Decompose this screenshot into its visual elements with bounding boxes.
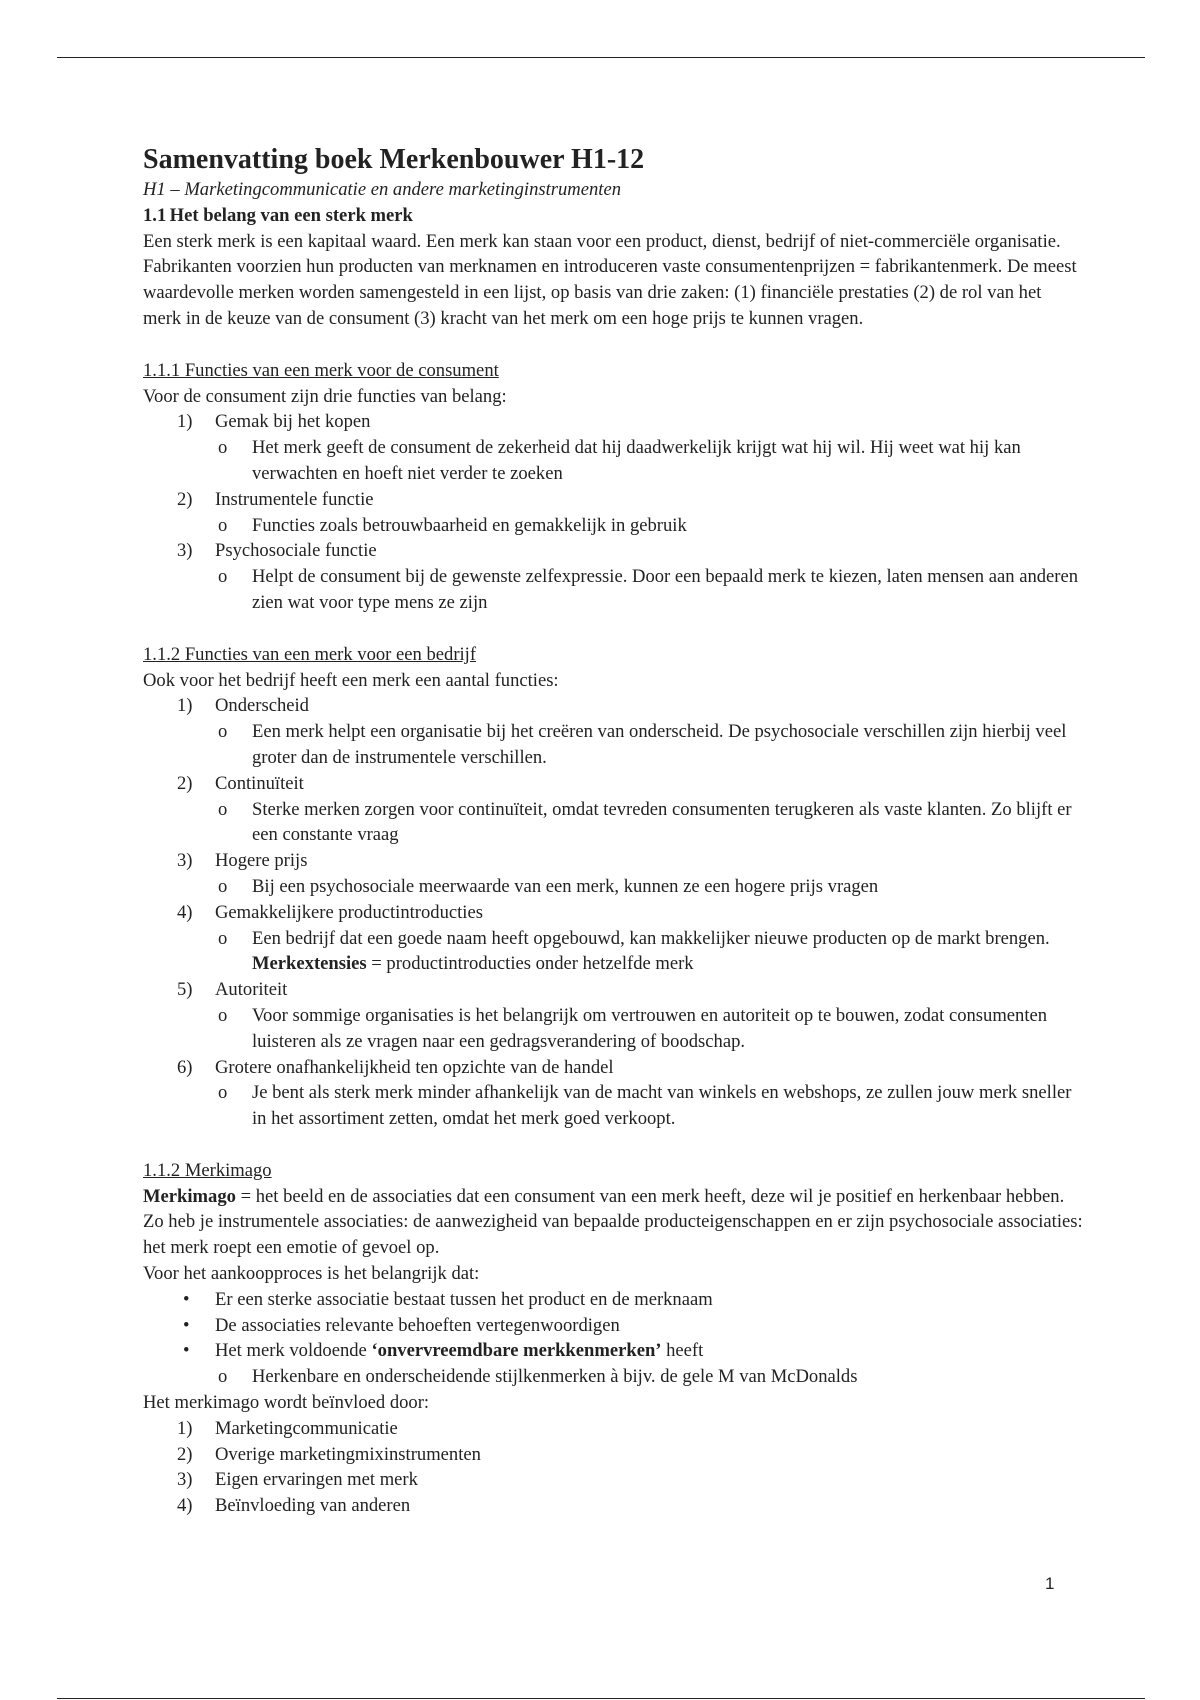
sub-item-text: Herkenbare en onderscheidende stijlkenmerken à bijv. de gele M van McDonalds bbox=[252, 1366, 858, 1388]
section-heading-1-1 bbox=[143, 203, 1083, 229]
section-1-1-1-intro: Voor de consument zijn drie functies van belang: bbox=[143, 385, 507, 407]
footer-rule bbox=[57, 1698, 1145, 1699]
bullet-item bbox=[143, 1287, 1083, 1313]
list-item-label: Overige marketingmixinstrumenten bbox=[215, 1443, 481, 1465]
bullet-text-post: heeft bbox=[661, 1340, 704, 1362]
sub-item bbox=[143, 513, 1083, 539]
sub-marker: o bbox=[218, 437, 228, 459]
list-marker: 2) bbox=[177, 772, 193, 794]
list-marker: 1) bbox=[177, 411, 193, 433]
list-item bbox=[143, 1416, 1083, 1442]
section-number: 1.1 bbox=[143, 204, 167, 226]
chapter-subtitle: H1 – Marketingcommunicatie en andere marketinginstrumenten bbox=[143, 179, 621, 200]
list-item bbox=[143, 538, 1083, 615]
sub-marker: o bbox=[218, 1366, 228, 1388]
list-item bbox=[143, 848, 1083, 900]
sub-item bbox=[143, 1080, 1083, 1132]
purchase-conditions-list bbox=[143, 1287, 1083, 1390]
sub-marker: o bbox=[218, 514, 228, 536]
sub-marker: o bbox=[218, 1082, 228, 1104]
section-1-1-2-intro: Ook voor het bedrijf heeft een merk een aantal functies: bbox=[143, 669, 559, 691]
document-title: Samenvatting boek Merkenbouwer H1-12 bbox=[143, 144, 645, 175]
bullet-item bbox=[143, 1313, 1083, 1339]
merkimago-intro: Voor het aankoopproces is het belangrijk dat: bbox=[143, 1263, 480, 1285]
company-functions-list bbox=[143, 693, 1083, 1132]
bullet-marker: • bbox=[183, 1288, 190, 1310]
list-item-label: Gemak bij het kopen bbox=[215, 411, 371, 433]
list-item bbox=[143, 693, 1083, 770]
list-item bbox=[143, 409, 1083, 486]
influence-intro: Het merkimago wordt beïnvloed door: bbox=[143, 1392, 430, 1414]
list-item bbox=[143, 900, 1083, 977]
section-title: Het belang van een sterk merk bbox=[169, 204, 413, 226]
section-1-1-body: Een sterk merk is een kapitaal waard. Een merk kan staan voor een product, dienst, bedrijf of niet-commerciële organisatie. Fabrikanten voorzien hun producten van merknamen en introduceren vaste consumentenprijzen = fabrikantenmerk. De meest waardevolle merken worden samengesteld in een lijst, op basis van drie zaken: (1) financiële prestaties (2) de rol van het merk in de keuze van de consument (3) kracht van het merk om een hoge prijs te kunnen vragen. bbox=[143, 230, 1077, 329]
sub-item-text: Voor sommige organisaties is het belangrijk om vertrouwen en autoriteit op te bouwen, zodat consumenten luisteren als ze vragen naar een gedragsverandering of boodschap. bbox=[252, 1004, 1048, 1052]
list-item bbox=[143, 771, 1083, 848]
bullet-marker: • bbox=[183, 1314, 190, 1336]
page-number: 1 bbox=[1045, 1574, 1055, 1593]
section-heading-1-1-2: 1.1.2 Functies van een merk voor een bedrijf bbox=[143, 643, 477, 665]
list-marker: 2) bbox=[177, 1443, 193, 1465]
list-item-label: Beïnvloeding van anderen bbox=[215, 1495, 411, 1517]
list-item bbox=[143, 1493, 1083, 1519]
sub-item-text: Bij een psychosociale meerwaarde van een merk, kunnen ze een hogere prijs vragen bbox=[252, 875, 879, 897]
list-item bbox=[143, 487, 1083, 539]
sub-item bbox=[143, 797, 1083, 849]
sub-item-text: Een merk helpt een organisatie bij het creëren van onderscheid. De psychosociale verschillen zijn hierbij veel groter dan de instrumentele verschillen. bbox=[252, 721, 1067, 768]
list-item-label: Hogere prijs bbox=[215, 850, 308, 872]
sub-item bbox=[143, 926, 1083, 978]
sub-item-text: Je bent als sterk merk minder afhankelijk van de macht van winkels en webshops, ze zullen jouw merk sneller in het assortiment zetten, omdat het merk goed verkoopt. bbox=[252, 1082, 1072, 1130]
list-item-label: Marketingcommunicatie bbox=[215, 1417, 398, 1439]
sub-item bbox=[143, 564, 1083, 616]
sub-item bbox=[143, 435, 1083, 487]
list-marker: 3) bbox=[177, 540, 193, 562]
sub-item bbox=[143, 874, 1083, 900]
list-item-label: Gemakkelijkere productintroducties bbox=[215, 901, 483, 923]
list-item bbox=[143, 1442, 1083, 1468]
list-marker: 3) bbox=[177, 1469, 193, 1491]
list-item bbox=[143, 977, 1083, 1054]
influence-list bbox=[143, 1416, 1083, 1519]
sub-item bbox=[143, 719, 1083, 771]
bullet-marker: • bbox=[183, 1340, 190, 1362]
list-marker: 5) bbox=[177, 979, 193, 1001]
list-marker: 4) bbox=[177, 901, 193, 923]
sub-item-text: Functies zoals betrouwbaarheid en gemakkelijk in gebruik bbox=[252, 514, 687, 536]
header-rule bbox=[57, 57, 1145, 58]
section-heading-1-1-1: 1.1.1 Functies van een merk voor de consument bbox=[143, 359, 499, 381]
list-item-label: Onderscheid bbox=[215, 695, 309, 717]
term-merkextensies: Merkextensies bbox=[252, 953, 367, 975]
list-marker: 2) bbox=[177, 488, 193, 510]
sub-item bbox=[143, 1364, 1083, 1390]
list-item bbox=[143, 1055, 1083, 1132]
list-item-label: Eigen ervaringen met merk bbox=[215, 1469, 418, 1491]
term-merkimago: Merkimago bbox=[143, 1185, 236, 1207]
sub-item bbox=[143, 1003, 1083, 1055]
bullet-text: Er een sterke associatie bestaat tussen het product en de merknaam bbox=[215, 1288, 713, 1310]
bullet-text-pre: Het merk voldoende bbox=[215, 1340, 372, 1362]
sub-marker: o bbox=[218, 721, 228, 743]
list-item-label: Autoriteit bbox=[215, 979, 288, 1001]
bullet-text: De associaties relevante behoeften vertegenwoordigen bbox=[215, 1314, 620, 1336]
consumer-functions-list bbox=[143, 409, 1083, 615]
list-marker: 6) bbox=[177, 1056, 193, 1078]
term-merkkenmerken: ‘onvervreemdbare merkkenmerken’ bbox=[371, 1340, 662, 1362]
sub-item-text: Sterke merken zorgen voor continuïteit, omdat tevreden consumenten terugkeren als vaste klanten. Zo blijft er een constante vraag bbox=[252, 798, 1072, 846]
list-marker: 3) bbox=[177, 850, 193, 872]
section-heading-merkimago: 1.1.2 Merkimago bbox=[143, 1159, 272, 1181]
sub-item-text-pre: Een bedrijf dat een goede naam heeft opgebouwd, kan makkelijker nieuwe producten op de markt brengen. bbox=[252, 927, 1050, 949]
list-marker: 1) bbox=[177, 695, 193, 717]
list-item-label: Grotere onafhankelijkheid ten opzichte van de handel bbox=[215, 1056, 614, 1078]
sub-item-text: Helpt de consument bij de gewenste zelfexpressie. Door een bepaald merk te kiezen, laten mensen aan anderen zien wat voor type mens ze zijn bbox=[252, 566, 1079, 613]
sub-item-text-post: = productintroducties onder hetzelfde merk bbox=[366, 953, 694, 975]
sub-item-text: Het merk geeft de consument de zekerheid dat hij daadwerkelijk krijgt wat hij wil. Hij weet wat hij kan verwachten en hoeft niet verder te zoeken bbox=[252, 437, 1021, 484]
sub-marker: o bbox=[218, 1004, 228, 1026]
list-marker: 1) bbox=[177, 1417, 193, 1439]
merkimago-definition bbox=[143, 1184, 1083, 1261]
sub-marker: o bbox=[218, 927, 228, 949]
sub-marker: o bbox=[218, 875, 228, 897]
bullet-item bbox=[143, 1338, 1083, 1390]
page-content bbox=[143, 143, 1083, 1519]
list-item-label: Continuïteit bbox=[215, 772, 304, 794]
list-item bbox=[143, 1467, 1083, 1493]
list-marker: 4) bbox=[177, 1495, 193, 1517]
list-item-label: Psychosociale functie bbox=[215, 540, 377, 562]
list-item-label: Instrumentele functie bbox=[215, 488, 374, 510]
sub-marker: o bbox=[218, 798, 228, 820]
definition-text: = het beeld en de associaties dat een consument van een merk heeft, deze wil je positief en herkenbaar hebben. Zo heb je instrumentele associaties: de aanwezigheid van bepaalde producteigenschappen en er zijn psychosociale associaties: het merk roept een emotie of gevoel op. bbox=[143, 1185, 1083, 1259]
sub-marker: o bbox=[218, 566, 228, 588]
